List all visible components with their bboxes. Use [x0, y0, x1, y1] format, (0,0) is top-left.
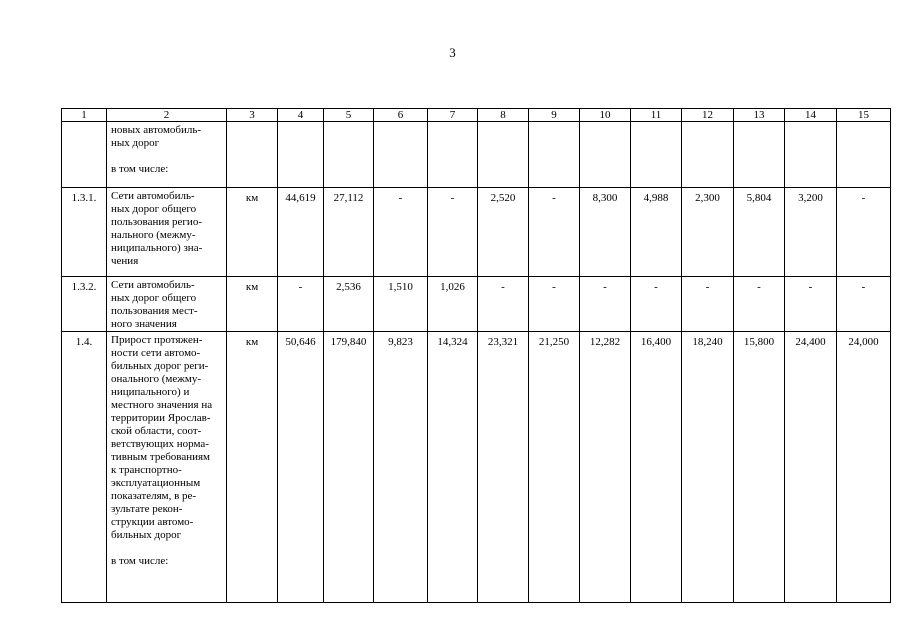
value-cell: 24,000 — [837, 332, 891, 603]
header-cell: 12 — [682, 109, 734, 122]
indicators-table — [61, 108, 891, 603]
value-cell: - — [374, 188, 428, 277]
header-cell: 7 — [428, 109, 478, 122]
value-cell: 179,840 — [324, 332, 374, 603]
item-code — [62, 122, 107, 188]
description-line: ного значения — [111, 318, 177, 330]
value-cell: - — [580, 277, 631, 332]
description-line: ской области, соот- — [111, 425, 202, 437]
value-cell: - — [785, 277, 837, 332]
description-subtitle: в том числе: — [111, 555, 169, 567]
value-cell: - — [278, 277, 324, 332]
value-cell: 27,112 — [324, 188, 374, 277]
value-cell: 2,536 — [324, 277, 374, 332]
page-number: 3 — [449, 45, 456, 60]
description-line: ных дорог общего — [111, 203, 197, 215]
unit-cell: км — [227, 332, 278, 603]
item-description — [107, 122, 227, 188]
description-line: бильных дорог — [111, 529, 182, 541]
value-cell: 21,250 — [529, 332, 580, 603]
value-cell — [374, 122, 428, 188]
description-line: Сети автомобиль- — [111, 279, 195, 291]
value-cell — [324, 122, 374, 188]
value-cell — [734, 122, 785, 188]
description-line: чения — [111, 255, 139, 267]
value-cell: 16,400 — [631, 332, 682, 603]
header-cell: 4 — [278, 109, 324, 122]
value-cell: 14,324 — [428, 332, 478, 603]
value-cell — [478, 122, 529, 188]
description-line: Прирост протяжен- — [111, 334, 203, 346]
value-cell: 5,804 — [734, 188, 785, 277]
value-cell: 44,619 — [278, 188, 324, 277]
value-cell: - — [428, 188, 478, 277]
value-cell: 23,321 — [478, 332, 529, 603]
description-line: онального (межму- — [111, 373, 201, 385]
value-cell: - — [529, 277, 580, 332]
description-line: Сети автомобиль- — [111, 190, 195, 202]
item-description — [107, 277, 227, 332]
description-line: ниципального) и — [111, 386, 190, 398]
header-cell: 6 — [374, 109, 428, 122]
description-line: местного значения на — [111, 399, 213, 411]
value-cell: - — [837, 277, 891, 332]
description-subtitle: в том числе: — [111, 163, 169, 175]
description-line: ных дорог общего — [111, 292, 197, 304]
description-line: зультате рекон- — [111, 503, 183, 515]
value-cell: 12,282 — [580, 332, 631, 603]
item-code: 1.3.2. — [62, 277, 107, 332]
value-cell — [529, 122, 580, 188]
description-gap — [111, 150, 224, 163]
value-cell: 1,026 — [428, 277, 478, 332]
header-cell: 3 — [227, 109, 278, 122]
value-cell: - — [682, 277, 734, 332]
header-cell: 10 — [580, 109, 631, 122]
table-row — [62, 188, 891, 277]
value-cell: 50,646 — [278, 332, 324, 603]
description-line: эксплуатационным — [111, 477, 201, 489]
header-cell: 14 — [785, 109, 837, 122]
table-row — [62, 332, 891, 603]
value-cell: 2,520 — [478, 188, 529, 277]
header-row — [62, 109, 891, 122]
value-cell: - — [478, 277, 529, 332]
value-cell: 24,400 — [785, 332, 837, 603]
value-cell: 3,200 — [785, 188, 837, 277]
value-cell: 2,300 — [682, 188, 734, 277]
unit-cell: км — [227, 188, 278, 277]
value-cell: - — [631, 277, 682, 332]
description-line: струкции автомо- — [111, 516, 194, 528]
value-cell: 15,800 — [734, 332, 785, 603]
description-line: показателям, в ре- — [111, 490, 197, 502]
description-line: тивным требованиям — [111, 451, 211, 463]
value-cell: 4,988 — [631, 188, 682, 277]
item-description — [107, 332, 227, 603]
description-line: ности сети автомо- — [111, 347, 201, 359]
description-line: ветствующих норма- — [111, 438, 209, 450]
description-line: территории Ярослав- — [111, 412, 211, 424]
description-line: пользования мест- — [111, 305, 198, 317]
header-cell: 15 — [837, 109, 891, 122]
item-code: 1.3.1. — [62, 188, 107, 277]
header-cell: 13 — [734, 109, 785, 122]
description-line: новых автомобиль- — [111, 124, 202, 136]
description-line: нального (межму- — [111, 229, 196, 241]
value-cell: 8,300 — [580, 188, 631, 277]
value-cell: - — [529, 188, 580, 277]
unit-cell: км — [227, 277, 278, 332]
header-cell: 5 — [324, 109, 374, 122]
header-cell: 2 — [107, 109, 227, 122]
description-line: к транспортно- — [111, 464, 182, 476]
value-cell: - — [734, 277, 785, 332]
value-cell: 9,823 — [374, 332, 428, 603]
value-cell: - — [837, 188, 891, 277]
item-code: 1.4. — [62, 332, 107, 603]
value-cell — [785, 122, 837, 188]
table-row — [62, 277, 891, 332]
header-cell: 9 — [529, 109, 580, 122]
value-cell: 18,240 — [682, 332, 734, 603]
description-line: пользования регио- — [111, 216, 202, 228]
value-cell — [278, 122, 324, 188]
unit-cell — [227, 122, 278, 188]
item-description — [107, 188, 227, 277]
value-cell — [682, 122, 734, 188]
description-line: ниципального) зна- — [111, 242, 203, 254]
description-line: бильных дорог реги- — [111, 360, 209, 372]
value-cell: 1,510 — [374, 277, 428, 332]
value-cell — [631, 122, 682, 188]
header-cell: 8 — [478, 109, 529, 122]
header-cell: 11 — [631, 109, 682, 122]
description-gap — [111, 542, 224, 555]
header-cell: 1 — [62, 109, 107, 122]
table-row — [62, 122, 891, 188]
description-line: ных дорог — [111, 137, 160, 149]
value-cell — [837, 122, 891, 188]
value-cell — [428, 122, 478, 188]
value-cell — [580, 122, 631, 188]
